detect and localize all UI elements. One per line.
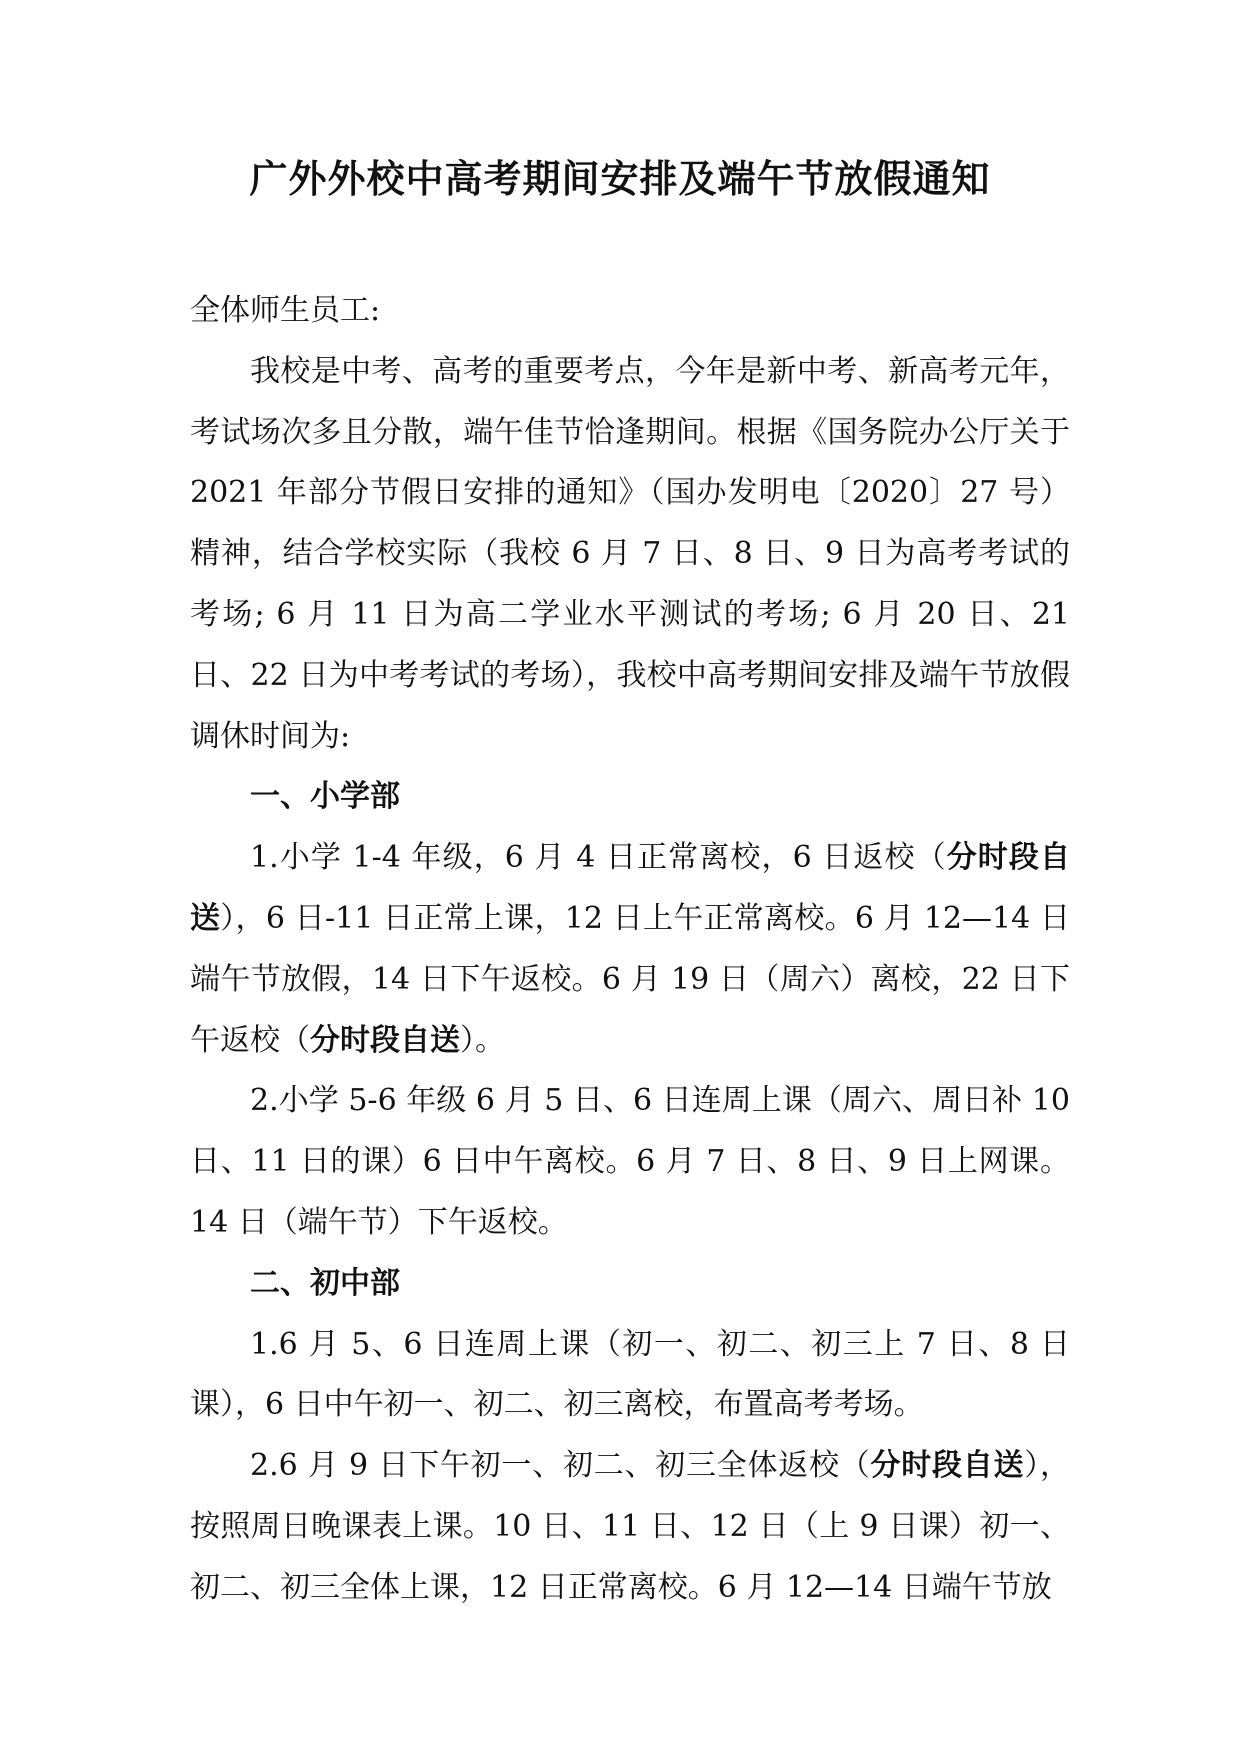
primary-item-1-bold-b: 分时段自送 bbox=[310, 1022, 460, 1058]
primary-item-1-bold-a: 分时段自送 bbox=[190, 840, 1071, 936]
junior-item-2-text-a: 2.6 月 9 日下午初一、初二、初三全体返校（ bbox=[250, 1448, 871, 1484]
junior-item-2-text-b: ），按照周日晚课表上课。10 日、11 日、12 日（上 9 日课）初一、初二、初三全体上课，12 日正常离校。6 月 12—14 日端午节放 bbox=[190, 1448, 1071, 1605]
junior-item-1: 1.6 月 5、6 日连周上课（初一、初二、初三上 7 日、8 日课），6 日中午初一、初二、初三离校，布置高考考场。 bbox=[190, 1326, 1070, 1423]
primary-item-2: 2.小学 5-6 年级 6 月 5 日、6 日连周上课（周六、周日补 10 日、11 日的课）6 日中午离校。6 月 7 日、8 日、9 日上网课。14 日（端午节）下午返校。 bbox=[190, 1083, 1070, 1240]
section-heading-primary: 一、小学部 bbox=[250, 779, 400, 815]
junior-item-2-bold: 分时段自送 bbox=[870, 1448, 1025, 1484]
junior-item-2 bbox=[190, 1436, 1070, 1618]
primary-item-1-text-c: ）。 bbox=[460, 1022, 505, 1058]
document-title: 广外外校中高考期间安排及端午节放假通知 bbox=[249, 156, 991, 201]
primary-item-1 bbox=[190, 828, 1070, 1071]
salutation: 全体师生员工: bbox=[190, 293, 381, 328]
intro-paragraph: 我校是中考、高考的重要考点，今年是新中考、新高考元年，考试场次多且分散，端午佳节恰逢期间。根据《国务院办公厅关于 2021 年部分节假日安排的通知》（国办发明电〔2020〕27 号）精神，结合学校实际（我校 6 月 7 日、8 日、9 日为高考考试的考场; 6 月 11 日为高二学业水平测试的考场; 6 月 20 日、21 日、22 日为中考考试的考场），我校中高考期间安排及端午节放假调休时间为: bbox=[190, 353, 1070, 754]
document-body bbox=[190, 281, 1070, 1619]
primary-item-1-text-b: ），6 日-11 日正常上课，12 日上午正常离校。6 月 12—14 日端午节放假，14 日下午返校。6 月 19 日（周六）离校，22 日下午返校（ bbox=[190, 900, 1070, 1058]
primary-item-1-text-a: 1.小学 1-4 年级，6 月 4 日正常离校，6 日返校（ bbox=[250, 840, 947, 876]
section-heading-junior: 二、初中部 bbox=[250, 1265, 400, 1301]
